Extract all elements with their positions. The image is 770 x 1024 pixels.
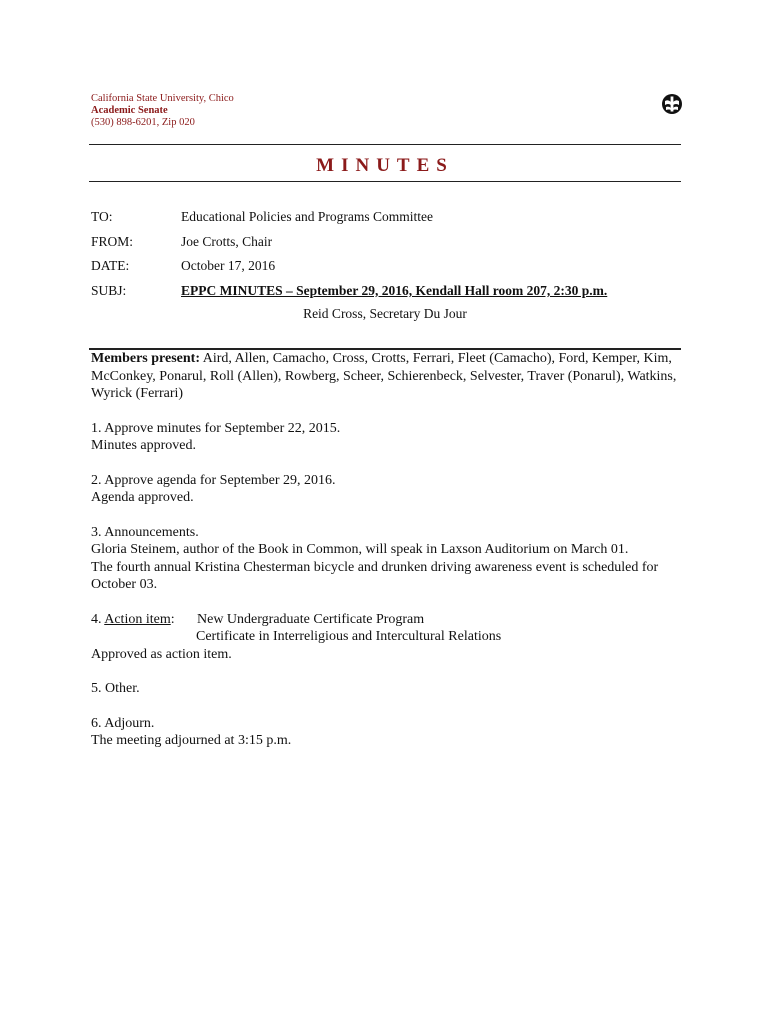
to-value: Educational Policies and Programs Committee [181, 209, 433, 225]
to-label: TO: [91, 209, 113, 225]
contact-info: (530) 898-6201, Zip 020 [91, 117, 195, 128]
from-value: Joe Crotts, Chair [181, 233, 273, 249]
item-4-colon: : [170, 611, 175, 627]
agenda-item-2 [91, 472, 681, 507]
header-rule-top [89, 144, 681, 145]
item-4-heading [91, 611, 197, 629]
agenda-item-1 [91, 420, 681, 455]
document-title: MINUTES [316, 155, 454, 176]
university-name: California State University, Chico [91, 93, 234, 104]
item-2-title: 2. Approve agenda for September 29, 2016. [91, 472, 336, 488]
memo-from-row [91, 230, 681, 255]
item-2-text: Agenda approved. [91, 490, 194, 505]
members-label: Members present: [91, 351, 200, 366]
header-rule-bottom [89, 181, 681, 182]
from-label: FROM: [91, 233, 134, 249]
memo-header [91, 205, 681, 303]
memo-to-row [91, 205, 681, 230]
action-item-label: Action item [104, 611, 171, 627]
item-6-title: 6. Adjourn. [91, 715, 155, 731]
subj-value: EPPC MINUTES – September 29, 2016, Kendall Hall room 207, 2:30 p.m. [181, 282, 608, 298]
letterhead [91, 93, 234, 129]
university-seal-icon [661, 93, 683, 115]
date-label: DATE: [91, 258, 130, 274]
item-5-title: 5. Other. [91, 681, 140, 696]
item-1-title: 1. Approve minutes for September 22, 2015. [91, 420, 341, 436]
secretary-line: Reid Cross, Secretary Du Jour [303, 306, 467, 321]
item-6-text: The meeting adjourned at 3:15 p.m. [91, 733, 292, 748]
item-4-prefix: 4. [91, 611, 105, 627]
item-4-value-1: New Undergraduate Certificate Program [197, 611, 425, 627]
members-present [91, 350, 681, 403]
memo-date-row [91, 254, 681, 279]
item-3-line-1: Gloria Steinem, author of the Book in Common, will speak in Laxson Auditorium on March 01. [91, 542, 629, 557]
memo-subj-row [91, 279, 681, 304]
agenda-item-3 [91, 524, 681, 594]
item-4-value-2: Certificate in Interreligious and Intercultural Relations [196, 629, 502, 644]
item-1-text: Minutes approved. [91, 438, 196, 453]
agenda-item-5 [91, 680, 681, 698]
minutes-body [91, 350, 681, 767]
date-value: October 17, 2016 [181, 258, 276, 274]
agenda-item-6 [91, 715, 681, 750]
members-list: Aird, Allen, Camacho, Cross, Crotts, Ferrari, Fleet (Camacho), Ford, Kemper, Kim, McConkey, Ponarul, Roll (Allen), Rowberg, Scheer, Schierenbeck, Selvester, Traver (Ponarul), Watkins, Wyrick (Ferrari) [91, 351, 677, 401]
item-4-text: Approved as action item. [91, 646, 232, 662]
item-3-line-2: The fourth annual Kristina Chesterman bicycle and drunken driving awareness event is scheduled for October 03. [91, 559, 659, 592]
agenda-item-4 [91, 611, 681, 664]
item-3-title: 3. Announcements. [91, 524, 199, 540]
subj-label: SUBJ: [91, 282, 127, 298]
department-name: Academic Senate [91, 105, 168, 116]
